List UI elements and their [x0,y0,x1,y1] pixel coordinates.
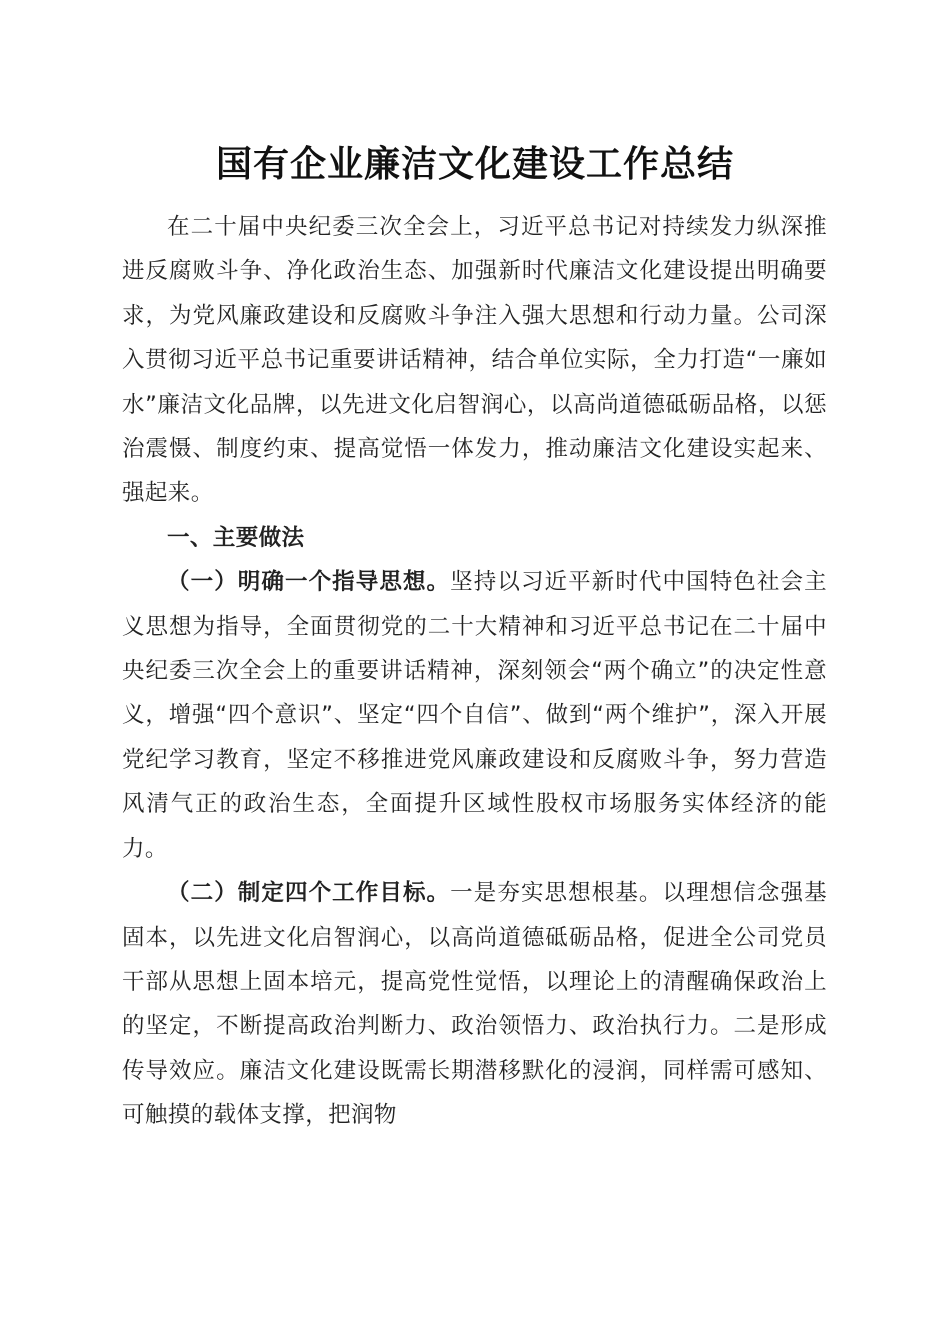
document-body [122,205,827,1138]
item-lead-2: （二）制定四个工作目标。 [167,880,451,907]
item-text-1: 坚持以习近平新时代中国特色社会主义思想为指导，全面贯彻党的二十大精神和习近平总书记在二十届中央纪委三次全会上的重要讲话精神，深刻领会“两个确立”的决定性意义，增强“四个意识”、坚定“四个自信”、做到“两个维护”，深入开展党纪学习教育，坚定不移推进党风廉政建设和反腐败斗争，努力营造风清气正的政治生态，全面提升区域性股权市场服务实体经济的能力。 [122,569,827,862]
document-title: 国有企业廉洁文化建设工作总结 [215,143,734,185]
item-paragraph-1 [122,560,827,871]
section-heading: 一、主要做法 [167,524,305,551]
item-paragraph-2 [122,871,827,1137]
item-text-2: 一是夯实思想根基。以理想信念强基固本，以先进文化启智润心，以高尚道德砥砺品格，促进全公司党员干部从思想上固本培元，提高党性觉悟，以理论上的清醒确保政治上的坚定，不断提高政治判断力、政治领悟力、政治执行力。二是形成传导效应。廉洁文化建设既需长期潜移默化的浸润，同样需可感知、可触摸的载体支撑，把润物 [122,880,827,1129]
intro-paragraph: 在二十届中央纪委三次全会上，习近平总书记对持续发力纵深推进反腐败斗争、净化政治生态、加强新时代廉洁文化建设提出明确要求，为党风廉政建设和反腐败斗争注入强大思想和行动力量。公司深入贯彻习近平总书记重要讲话精神，结合单位实际，全力打造“一廉如水”廉洁文化品牌，以先进文化启智润心，以高尚道德砥砺品格，以惩治震慑、制度约束、提高觉悟一体发力，推动廉洁文化建设实起来、强起来。 [122,214,827,507]
item-lead-1: （一）明确一个指导思想。 [167,569,451,596]
